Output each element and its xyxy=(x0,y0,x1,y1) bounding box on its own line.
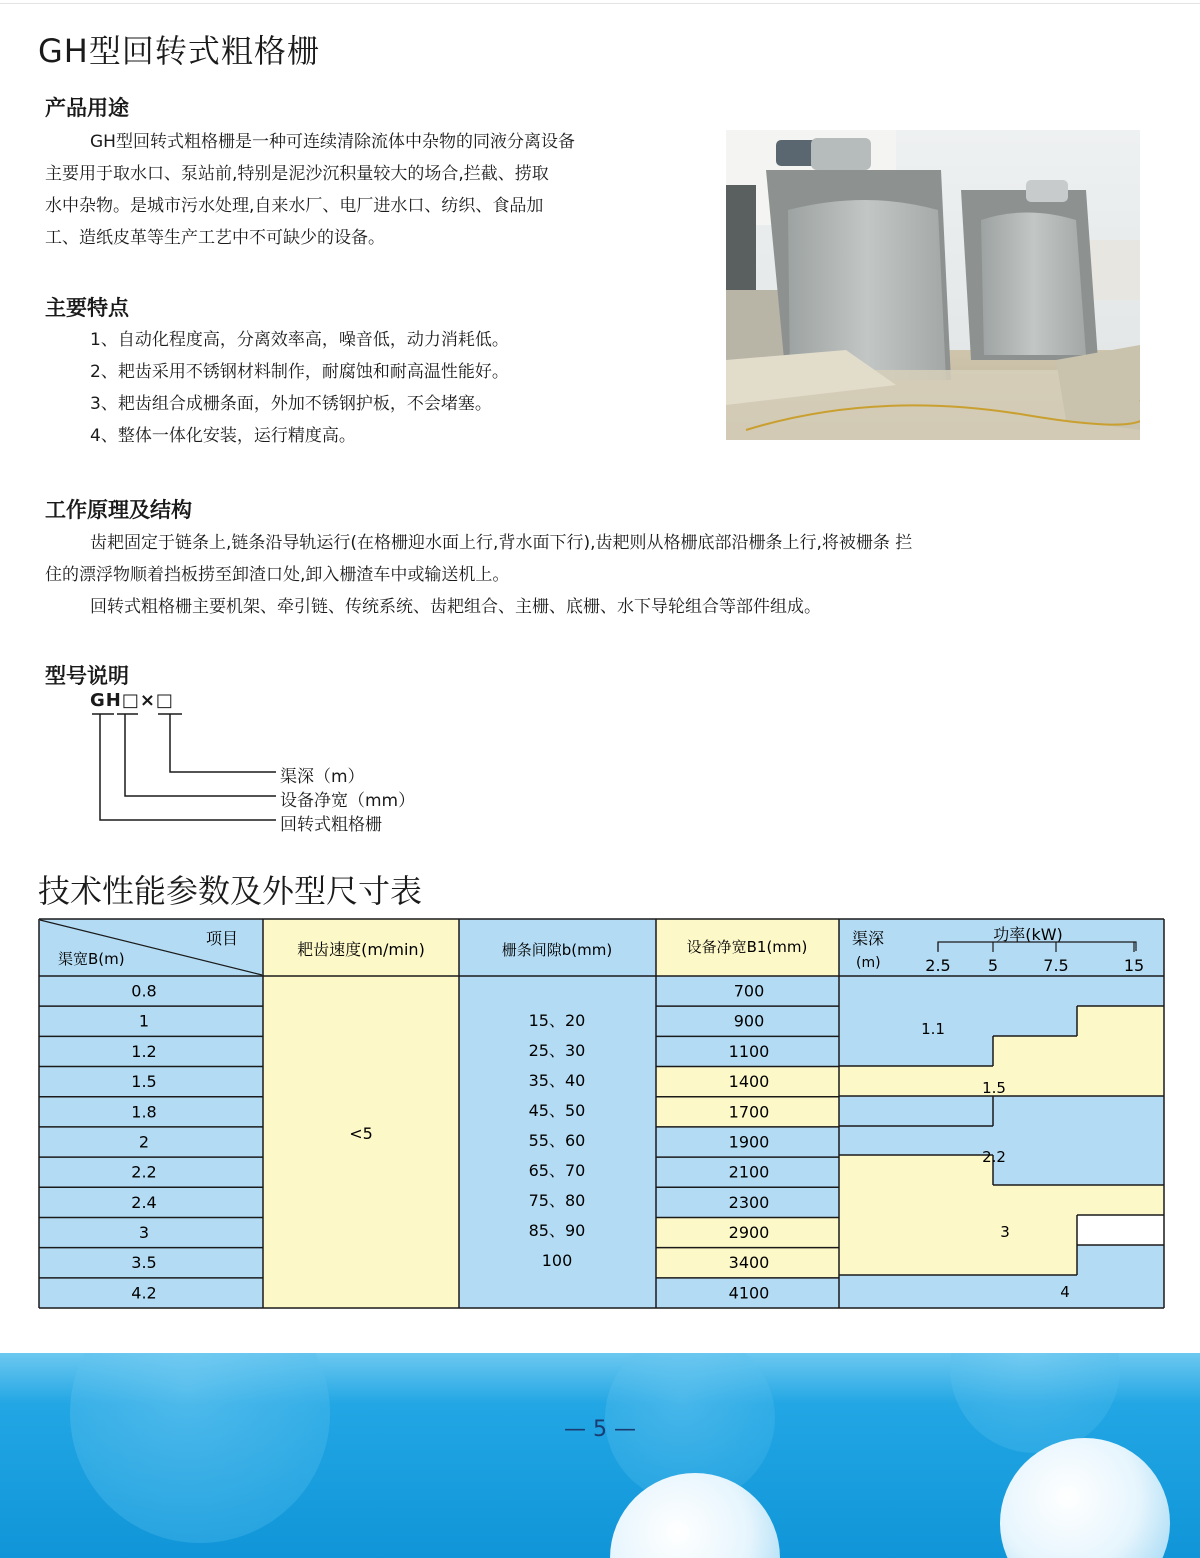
power-value-1-1: 1.1 xyxy=(921,1020,945,1038)
speed-value: <5 xyxy=(349,1124,373,1143)
feature-item: 3、耙齿组合成栅条面，外加不锈钢护板，不会堵塞。 xyxy=(90,394,492,414)
page-number: — 5 — xyxy=(564,1417,636,1442)
net-width-value: 700 xyxy=(733,981,765,1001)
principle-paragraph xyxy=(45,527,1175,623)
header-power: 功率(kW) xyxy=(993,925,1063,944)
header-corner-bottom: 渠宽B(m) xyxy=(58,950,125,968)
spec-table xyxy=(38,918,1165,1309)
principle-heading: 工作原理及结构 xyxy=(45,498,192,522)
gap-value: 55、60 xyxy=(528,1131,586,1150)
channel-width-value: 3 xyxy=(138,1222,150,1242)
channel-width-value: 3.5 xyxy=(131,1253,157,1273)
model-heading: 型号说明 xyxy=(45,664,129,688)
power-value-4: 4 xyxy=(1060,1283,1070,1301)
model-code: GH□×□ xyxy=(90,690,174,711)
usage-line: 工、造纸皮革等生产工艺中不可缺少的设备。 xyxy=(45,228,385,248)
net-width-value: 2900 xyxy=(728,1222,770,1242)
feature-item: 2、耙齿采用不锈钢材料制作，耐腐蚀和耐高温性能好。 xyxy=(90,362,509,382)
usage-line: 主要用于取水口、泵站前,特别是泥沙沉积量较大的场合,拦截、捞取 xyxy=(45,164,549,184)
usage-line: 水中杂物。是城市污水处理,自来水厂、电厂进水口、纺织、食品加 xyxy=(45,196,544,216)
power-tick-label: 15 xyxy=(1123,956,1145,975)
channel-width-cell xyxy=(39,1127,263,1157)
channel-width-cell xyxy=(39,1217,263,1247)
header-depth-1: 渠深 xyxy=(852,929,885,948)
footer-band xyxy=(0,1353,1200,1558)
spec-table-svg xyxy=(38,918,1165,1309)
net-width-value: 1400 xyxy=(728,1072,770,1092)
top-rule xyxy=(0,3,1200,4)
net-width-value: 4100 xyxy=(728,1283,770,1303)
table-title: 技术性能参数及外型尺寸表 xyxy=(38,872,423,910)
legend-width: 设备净宽（mm） xyxy=(280,791,416,811)
gap-value: 100 xyxy=(541,1251,573,1270)
net-width-value: 1100 xyxy=(728,1041,770,1061)
channel-width-value: 1 xyxy=(138,1011,150,1031)
gap-value: 65、70 xyxy=(528,1161,586,1180)
features-heading: 主要特点 xyxy=(45,296,129,320)
product-photo xyxy=(726,130,1140,440)
power-tick-label: 7.5 xyxy=(1043,956,1069,975)
net-width-value: 2300 xyxy=(728,1192,770,1212)
net-width-value: 1900 xyxy=(728,1132,770,1152)
usage-paragraph xyxy=(45,126,705,254)
legend-type: 回转式粗格栅 xyxy=(280,815,382,835)
principle-line: 回转式粗格栅主要机架、牵引链、传统系统、齿耙组合、主栅、底栅、水下导轮组合等部件组成。 xyxy=(90,597,821,617)
channel-width-value: 1.5 xyxy=(131,1072,157,1092)
power-tick-label: 5 xyxy=(987,956,999,975)
power-tick-label: 2.5 xyxy=(925,956,951,975)
page-title: GH型回转式粗格栅 xyxy=(38,32,320,70)
legend-depth: 渠深（m） xyxy=(280,767,365,787)
header-gap: 栅条间隙b(mm) xyxy=(501,941,613,959)
channel-width-value: 4.2 xyxy=(131,1283,157,1303)
net-width-value: 900 xyxy=(733,1011,765,1031)
channel-width-value: 1.2 xyxy=(131,1041,157,1061)
gap-value: 25、30 xyxy=(528,1041,586,1060)
features-list xyxy=(90,324,509,452)
channel-width-value: 0.8 xyxy=(131,981,157,1001)
channel-width-value: 1.8 xyxy=(131,1102,157,1122)
feature-item: 4、整体一体化安装，运行精度高。 xyxy=(90,426,356,446)
feature-item: 1、自动化程度高，分离效率高，噪音低，动力消耗低。 xyxy=(90,330,509,350)
header-corner-top: 项目 xyxy=(206,929,239,948)
usage-heading: 产品用途 xyxy=(45,96,129,120)
power-value-1-5: 1.5 xyxy=(982,1079,1006,1097)
channel-width-value: 2 xyxy=(138,1132,150,1152)
power-value-2-2: 2.2 xyxy=(982,1148,1006,1166)
principle-line: 住的漂浮物顺着挡板捞至卸渣口处,卸入栅渣车中或输送机上。 xyxy=(45,565,510,585)
power-region-3-b xyxy=(1077,1185,1164,1215)
channel-width-value: 2.2 xyxy=(131,1162,157,1182)
net-width-value: 3400 xyxy=(728,1253,770,1273)
header-width: 设备净宽B1(mm) xyxy=(686,938,808,956)
gap-value: 35、40 xyxy=(528,1071,586,1090)
header-speed: 耙齿速度(m/min) xyxy=(297,940,425,959)
net-width-value: 1700 xyxy=(728,1102,770,1122)
channel-width-value: 2.4 xyxy=(131,1192,157,1212)
gap-value: 85、90 xyxy=(528,1221,586,1240)
principle-line: 齿耙固定于链条上,链条沿导轨运行(在格栅迎水面上行,背水面下行),齿耙则从格栅底部沿栅条上行,将被栅条 拦 xyxy=(90,533,913,553)
gap-value: 15、20 xyxy=(528,1011,586,1030)
header-depth-2: (m) xyxy=(856,955,881,971)
channel-width-cell xyxy=(39,1006,263,1036)
net-width-value: 2100 xyxy=(728,1162,770,1182)
usage-line: GH型回转式粗格栅是一种可连续清除流体中杂物的同液分离设备 xyxy=(90,132,575,152)
model-legend-lines xyxy=(90,712,280,832)
gap-value: 45、50 xyxy=(528,1101,586,1120)
gap-value: 75、80 xyxy=(528,1191,586,1210)
power-value-3: 3 xyxy=(1000,1223,1010,1241)
